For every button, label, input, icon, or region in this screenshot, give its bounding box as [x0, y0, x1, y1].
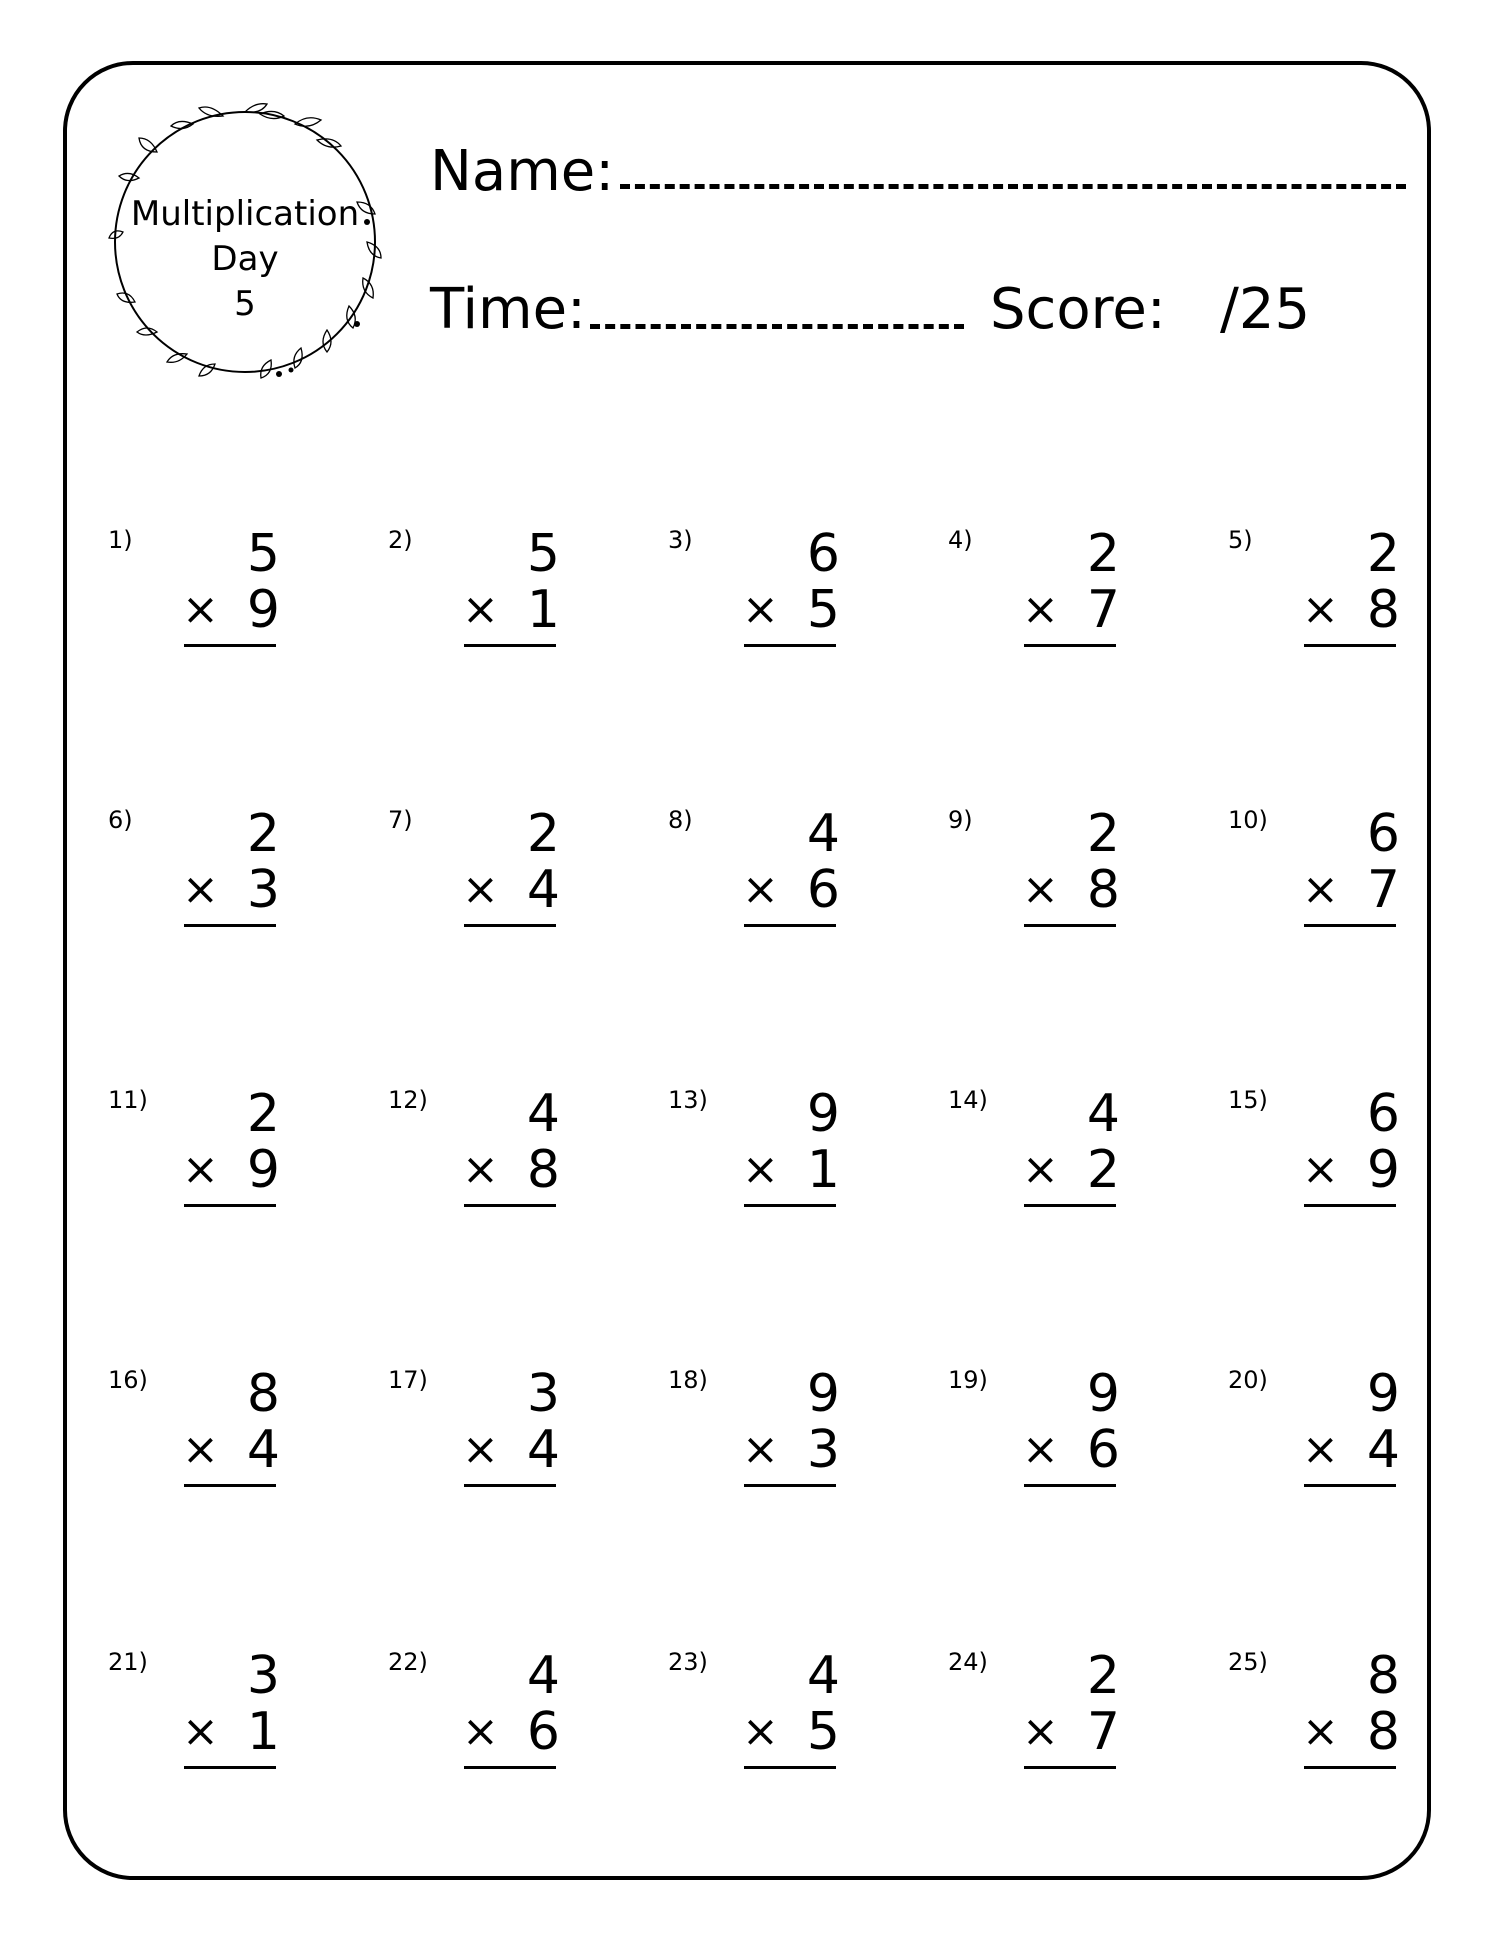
answer-line[interactable]	[464, 1766, 556, 1769]
answer-line[interactable]	[1024, 1204, 1116, 1207]
name-label: Name:	[430, 139, 615, 204]
problem-2	[388, 526, 560, 706]
score-label: Score:	[990, 277, 1166, 342]
times-sign: ×	[742, 1424, 779, 1475]
multiplier: 9	[1366, 1140, 1400, 1200]
multiplier: 7	[1086, 1702, 1120, 1762]
problem-8	[668, 806, 840, 986]
problem-19	[948, 1366, 1120, 1546]
multiplicand: 4	[526, 1084, 560, 1144]
problem-number: 11)	[108, 1086, 148, 1114]
problem-22	[388, 1648, 560, 1828]
multiplier: 8	[526, 1140, 560, 1200]
multiplier: 1	[806, 1140, 840, 1200]
problem-13	[668, 1086, 840, 1266]
multiplicand: 9	[806, 1364, 840, 1424]
answer-line[interactable]	[744, 1204, 836, 1207]
problem-20	[1228, 1366, 1400, 1546]
answer-line[interactable]	[1304, 1766, 1396, 1769]
times-sign: ×	[1302, 864, 1339, 915]
times-sign: ×	[182, 584, 219, 635]
multiplicand: 6	[1366, 1084, 1400, 1144]
problem-number: 13)	[668, 1086, 708, 1114]
times-sign: ×	[462, 1424, 499, 1475]
multiplier: 4	[526, 1420, 560, 1480]
problem-number: 18)	[668, 1366, 708, 1394]
times-sign: ×	[1022, 1706, 1059, 1757]
multiplicand: 4	[526, 1646, 560, 1706]
problem-12	[388, 1086, 560, 1266]
problem-25	[1228, 1648, 1400, 1828]
multiplier: 7	[1366, 860, 1400, 920]
badge-subtitle: Day	[211, 239, 279, 279]
problem-6	[108, 806, 280, 986]
answer-line[interactable]	[744, 1484, 836, 1487]
problem-number: 24)	[948, 1648, 988, 1676]
problem-4	[948, 526, 1120, 706]
multiplier: 5	[806, 580, 840, 640]
problem-number: 22)	[388, 1648, 428, 1676]
times-sign: ×	[742, 1144, 779, 1195]
answer-line[interactable]	[1304, 644, 1396, 647]
multiplicand: 4	[806, 804, 840, 864]
multiplier: 6	[526, 1702, 560, 1762]
multiplier: 9	[246, 580, 280, 640]
times-sign: ×	[1022, 864, 1059, 915]
problem-10	[1228, 806, 1400, 986]
problem-21	[108, 1648, 280, 1828]
multiplier: 8	[1366, 1702, 1400, 1762]
name-field[interactable]	[620, 184, 1406, 189]
problem-11	[108, 1086, 280, 1266]
times-sign: ×	[182, 864, 219, 915]
multiplicand: 2	[1366, 524, 1400, 584]
badge-title: Multiplication	[130, 194, 360, 234]
multiplier: 3	[246, 860, 280, 920]
multiplier: 1	[526, 580, 560, 640]
problem-number: 15)	[1228, 1086, 1268, 1114]
answer-line[interactable]	[744, 644, 836, 647]
multiplicand: 2	[1086, 804, 1120, 864]
problem-16	[108, 1366, 280, 1546]
problem-17	[388, 1366, 560, 1546]
multiplicand: 6	[806, 524, 840, 584]
problem-18	[668, 1366, 840, 1546]
multiplier: 4	[246, 1420, 280, 1480]
answer-line[interactable]	[744, 924, 836, 927]
problem-number: 25)	[1228, 1648, 1268, 1676]
times-sign: ×	[742, 1706, 779, 1757]
multiplier: 9	[246, 1140, 280, 1200]
times-sign: ×	[462, 1706, 499, 1757]
answer-line[interactable]	[464, 924, 556, 927]
answer-line[interactable]	[1024, 644, 1116, 647]
multiplier: 2	[1086, 1140, 1120, 1200]
multiplicand: 3	[246, 1646, 280, 1706]
times-sign: ×	[1302, 1144, 1339, 1195]
multiplier: 1	[246, 1702, 280, 1762]
problem-9	[948, 806, 1120, 986]
problem-number: 23)	[668, 1648, 708, 1676]
times-sign: ×	[742, 864, 779, 915]
answer-line[interactable]	[464, 1204, 556, 1207]
multiplicand: 2	[526, 804, 560, 864]
multiplier: 4	[1366, 1420, 1400, 1480]
times-sign: ×	[462, 864, 499, 915]
problem-number: 9)	[948, 806, 973, 834]
multiplier: 8	[1366, 580, 1400, 640]
answer-line[interactable]	[464, 1484, 556, 1487]
problem-number: 17)	[388, 1366, 428, 1394]
score-total: /25	[1220, 277, 1311, 342]
problem-24	[948, 1648, 1120, 1828]
multiplicand: 9	[1086, 1364, 1120, 1424]
times-sign: ×	[182, 1144, 219, 1195]
problem-3	[668, 526, 840, 706]
times-sign: ×	[1022, 1424, 1059, 1475]
times-sign: ×	[1022, 1144, 1059, 1195]
problem-number: 2)	[388, 526, 413, 554]
answer-line[interactable]	[1024, 1484, 1116, 1487]
answer-line[interactable]	[184, 924, 276, 927]
multiplier: 8	[1086, 860, 1120, 920]
problem-23	[668, 1648, 840, 1828]
answer-line[interactable]	[1024, 1766, 1116, 1769]
answer-line[interactable]	[1304, 1204, 1396, 1207]
multiplier: 6	[1086, 1420, 1120, 1480]
multiplier: 3	[806, 1420, 840, 1480]
problem-number: 10)	[1228, 806, 1268, 834]
answer-line[interactable]	[184, 644, 276, 647]
multiplier: 4	[526, 860, 560, 920]
problem-number: 7)	[388, 806, 413, 834]
problem-number: 8)	[668, 806, 693, 834]
multiplicand: 8	[246, 1364, 280, 1424]
multiplicand: 4	[806, 1646, 840, 1706]
multiplicand: 9	[1366, 1364, 1400, 1424]
answer-line[interactable]	[184, 1204, 276, 1207]
multiplicand: 9	[806, 1084, 840, 1144]
badge-day-number: 5	[234, 284, 256, 324]
multiplicand: 4	[1086, 1084, 1120, 1144]
problem-number: 21)	[108, 1648, 148, 1676]
answer-line[interactable]	[1304, 924, 1396, 927]
multiplicand: 2	[1086, 1646, 1120, 1706]
times-sign: ×	[1302, 1706, 1339, 1757]
multiplicand: 8	[1366, 1646, 1400, 1706]
problem-number: 16)	[108, 1366, 148, 1394]
multiplier: 5	[806, 1702, 840, 1762]
times-sign: ×	[462, 584, 499, 635]
times-sign: ×	[462, 1144, 499, 1195]
times-sign: ×	[1302, 1424, 1339, 1475]
problem-7	[388, 806, 560, 986]
problem-number: 3)	[668, 526, 693, 554]
times-sign: ×	[1302, 584, 1339, 635]
times-sign: ×	[182, 1424, 219, 1475]
multiplicand: 2	[1086, 524, 1120, 584]
title-badge	[95, 92, 395, 392]
problem-number: 1)	[108, 526, 133, 554]
multiplicand: 5	[246, 524, 280, 584]
multiplicand: 2	[246, 1084, 280, 1144]
answer-line[interactable]	[464, 644, 556, 647]
times-sign: ×	[1022, 584, 1059, 635]
problem-number: 4)	[948, 526, 973, 554]
multiplicand: 2	[246, 804, 280, 864]
answer-line[interactable]	[184, 1484, 276, 1487]
problem-number: 14)	[948, 1086, 988, 1114]
multiplicand: 3	[526, 1364, 560, 1424]
problem-15	[1228, 1086, 1400, 1266]
problem-number: 5)	[1228, 526, 1253, 554]
time-field[interactable]	[590, 324, 964, 329]
answer-line[interactable]	[1024, 924, 1116, 927]
problem-number: 12)	[388, 1086, 428, 1114]
multiplier: 6	[806, 860, 840, 920]
answer-line[interactable]	[184, 1766, 276, 1769]
multiplicand: 5	[526, 524, 560, 584]
problem-number: 19)	[948, 1366, 988, 1394]
answer-line[interactable]	[1304, 1484, 1396, 1487]
times-sign: ×	[742, 584, 779, 635]
problem-14	[948, 1086, 1120, 1266]
answer-line[interactable]	[744, 1766, 836, 1769]
multiplicand: 6	[1366, 804, 1400, 864]
problem-5	[1228, 526, 1400, 706]
problem-1	[108, 526, 280, 706]
multiplier: 7	[1086, 580, 1120, 640]
problem-number: 20)	[1228, 1366, 1268, 1394]
time-label: Time:	[430, 277, 586, 342]
times-sign: ×	[182, 1706, 219, 1757]
problem-number: 6)	[108, 806, 133, 834]
